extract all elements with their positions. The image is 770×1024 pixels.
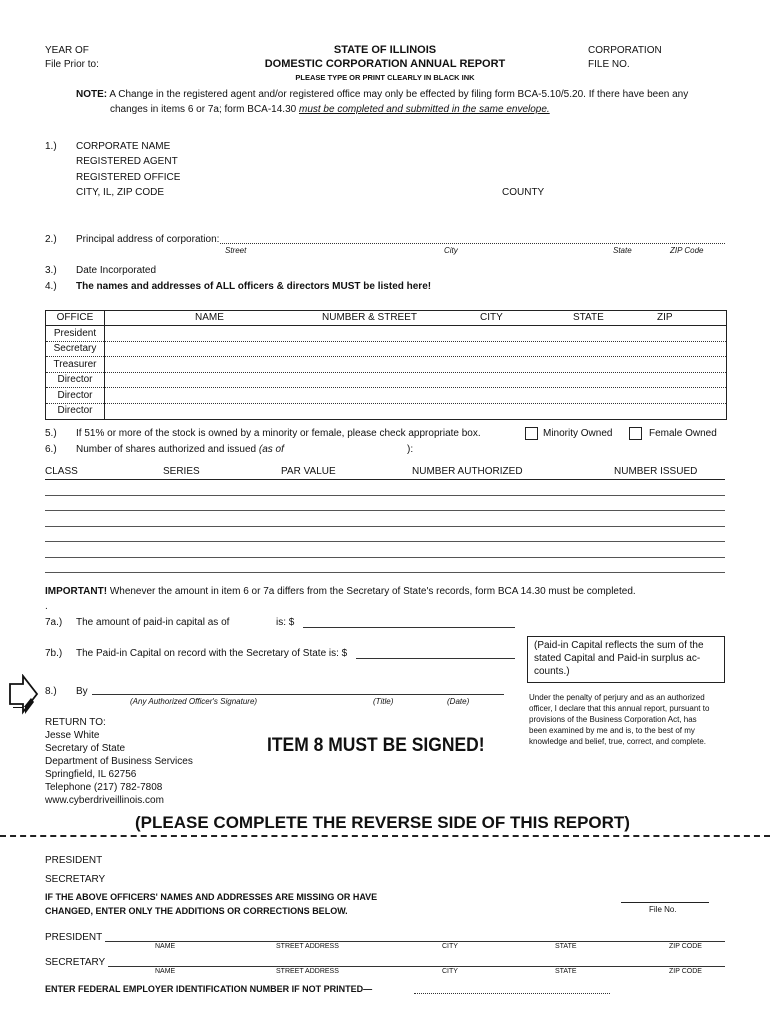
city-zip-label: CITY, IL, ZIP CODE bbox=[76, 187, 164, 198]
registered-agent-label: REGISTERED AGENT bbox=[76, 156, 178, 167]
return-to-label: RETURN TO: bbox=[45, 717, 106, 728]
file-prior-label: File Prior to: bbox=[45, 59, 99, 70]
signature-line[interactable] bbox=[92, 694, 504, 695]
item8-number: 8.) bbox=[45, 686, 57, 697]
officers-header-office: OFFICE bbox=[56, 312, 94, 323]
officer-row-director-1: Director bbox=[57, 374, 93, 385]
shares-label-close: ): bbox=[407, 444, 414, 455]
item3-number: 3.) bbox=[45, 265, 57, 276]
principal-address-label: Principal address of corporation: bbox=[76, 234, 220, 245]
by-label: By bbox=[76, 686, 88, 697]
year-of-label: YEAR OF bbox=[45, 45, 89, 56]
item4-number: 4.) bbox=[45, 281, 57, 292]
correction-president-label: PRESIDENT bbox=[45, 932, 103, 943]
bottom-secretary-label: SECRETARY bbox=[45, 874, 106, 885]
officers-header-zip: ZIP bbox=[657, 312, 673, 323]
important-note: IMPORTANT! Whenever the amount in item 6 or 7a differs from the Secretary of State's records, form BCA 14.30 must be completed. bbox=[45, 586, 636, 597]
paidin-amount-line[interactable] bbox=[303, 627, 515, 628]
correction-secretary-line[interactable] bbox=[108, 966, 725, 967]
minority-female-label: If 51% or more of the stock is owned by a minority or female, please check appropriate box. bbox=[76, 428, 481, 439]
must-be-signed-warning: ITEM 8 MUST BE SIGNED! bbox=[267, 735, 485, 756]
shares-row-line[interactable] bbox=[45, 510, 725, 511]
paidin-record-line[interactable] bbox=[356, 658, 515, 659]
officers-header-state: STATE bbox=[573, 312, 604, 323]
col-zip-2: ZIP CODE bbox=[669, 968, 702, 975]
paidin-record-label: The Paid-in Capital on record with the Secretary of State is: $ bbox=[76, 648, 348, 659]
col-zip-1: ZIP CODE bbox=[669, 943, 702, 950]
state-caption: State bbox=[613, 246, 632, 255]
perjury-statement: Under the penalty of perjury and as an authorized officer, I declare that this annual report, pursuant to provisions of the Business Corporation Act, has been examined by me and is, to the best of my knowledge and belief, true, correct, and complete. bbox=[529, 693, 710, 746]
note-emphasis: must be completed and submitted in the same envelope. bbox=[298, 104, 550, 115]
paidin-note-box: (Paid-in Capital reflects the sum of the stated Capital and Paid-in surplus ac- counts.) bbox=[527, 636, 725, 683]
fein-label: ENTER FEDERAL EMPLOYER IDENTIFICATION NUMBER IF NOT PRINTED— bbox=[45, 984, 373, 994]
file-no-line[interactable] bbox=[621, 902, 709, 903]
registered-office-label: REGISTERED OFFICE bbox=[76, 172, 181, 183]
shares-header-rule bbox=[45, 479, 725, 480]
col-street-2: STREET ADDRESS bbox=[276, 968, 339, 975]
paidin-is-label: is: $ bbox=[276, 617, 295, 628]
website-link[interactable]: www.cyberdriveillinois.com bbox=[45, 795, 164, 806]
bottom-file-no-label: File No. bbox=[649, 905, 677, 914]
officer-row-director-3: Director bbox=[57, 405, 93, 416]
shares-row-line[interactable] bbox=[45, 495, 725, 496]
bottom-president-label: PRESIDENT bbox=[45, 855, 103, 866]
shares-label: Number of shares authorized and issued (as of bbox=[76, 444, 284, 455]
officer-row-treasurer: Treasurer bbox=[53, 359, 97, 370]
shares-header-issued: NUMBER ISSUED bbox=[614, 466, 698, 477]
officers-instruction: The names and addresses of ALL officers & directors MUST be listed here! bbox=[76, 281, 432, 292]
item1-number: 1.) bbox=[45, 141, 57, 152]
city-caption: City bbox=[444, 246, 458, 255]
col-state-2: STATE bbox=[555, 968, 577, 975]
fein-line[interactable] bbox=[414, 993, 610, 994]
note-line-1: NOTE: A Change in the registered agent and/or registered office may only be effected by filing form BCA-5.10/5.20. If there have been any bbox=[76, 89, 689, 100]
cut-line bbox=[0, 835, 770, 837]
pointing-arrow-icon bbox=[7, 674, 39, 716]
shares-header-par: PAR VALUE bbox=[281, 466, 336, 477]
corrections-instruction-1: IF THE ABOVE OFFICERS' NAMES AND ADDRESSES ARE MISSING OR HAVE bbox=[45, 892, 378, 902]
minority-owned-label: Minority Owned bbox=[543, 428, 613, 439]
shares-row-line[interactable] bbox=[45, 526, 725, 527]
minority-owned-checkbox[interactable] bbox=[525, 427, 538, 440]
item5-number: 5.) bbox=[45, 428, 57, 439]
corporation-label: CORPORATION bbox=[588, 45, 662, 56]
col-name-1: NAME bbox=[155, 943, 176, 950]
ink-instruction: PLEASE TYPE OR PRINT CLEARLY IN BLACK INK bbox=[295, 73, 475, 82]
item6-number: 6.) bbox=[45, 444, 57, 455]
principal-address-line[interactable] bbox=[220, 243, 725, 244]
corrections-instruction-2: CHANGED, ENTER ONLY THE ADDITIONS OR CORRECTIONS BELOW. bbox=[45, 906, 348, 916]
shares-row-line[interactable] bbox=[45, 572, 725, 573]
title-caption: (Title) bbox=[373, 697, 394, 706]
officers-header-city: CITY bbox=[480, 312, 503, 323]
note-line-2: changes in items 6 or 7a; form BCA-14.30 must be completed and submitted in the same envelope. bbox=[110, 104, 550, 115]
return-address: RETURN TO: Jesse White Secretary of State Department of Business Services Springfield, IL 62756 Telephone (217) 782-7808 www.cyberdriveillinois.com bbox=[45, 717, 193, 806]
county-label: COUNTY bbox=[502, 187, 545, 198]
date-caption: (Date) bbox=[447, 697, 470, 706]
correction-secretary-label: SECRETARY bbox=[45, 957, 106, 968]
stray-dot: . bbox=[45, 601, 48, 612]
shares-header-class: CLASS bbox=[45, 466, 78, 477]
officers-header-name: NAME bbox=[195, 312, 224, 323]
item2-number: 2.) bbox=[45, 234, 57, 245]
paidin-asof-label: The amount of paid-in capital as of bbox=[76, 617, 230, 628]
state-heading: STATE OF ILLINOIS bbox=[333, 44, 437, 56]
shares-row-line[interactable] bbox=[45, 557, 725, 558]
officer-row-director-2: Director bbox=[57, 390, 93, 401]
col-city-2: CITY bbox=[442, 968, 458, 975]
item7b-number: 7b.) bbox=[45, 648, 63, 659]
street-caption: Street bbox=[225, 246, 247, 255]
note-text-1: A Change in the registered agent and/or registered office may only be effected by filing form BCA-5.10/5.20. If there have been any bbox=[109, 89, 689, 100]
female-owned-checkbox[interactable] bbox=[629, 427, 642, 440]
col-name-2: NAME bbox=[155, 968, 176, 975]
signature-caption: (Any Authorized Officer's Signature) bbox=[130, 697, 258, 706]
col-city-1: CITY bbox=[442, 943, 458, 950]
col-street-1: STREET ADDRESS bbox=[276, 943, 339, 950]
corporate-name-label: CORPORATE NAME bbox=[76, 141, 171, 152]
correction-president-line[interactable] bbox=[105, 941, 725, 942]
file-no-label: FILE NO. bbox=[588, 59, 630, 70]
shares-row-line[interactable] bbox=[45, 541, 725, 542]
officers-table bbox=[45, 310, 727, 420]
zip-caption: ZIP Code bbox=[670, 246, 704, 255]
item7a-number: 7a.) bbox=[45, 617, 63, 628]
officer-row-president: President bbox=[53, 328, 97, 339]
shares-header-series: SERIES bbox=[163, 466, 200, 477]
officers-header-street: NUMBER & STREET bbox=[322, 312, 418, 323]
officer-row-secretary: Secretary bbox=[53, 343, 97, 354]
female-owned-label: Female Owned bbox=[649, 428, 717, 439]
date-incorporated-label: Date Incorporated bbox=[76, 265, 157, 276]
reverse-side-banner: (PLEASE COMPLETE THE REVERSE SIDE OF THIS REPORT) bbox=[95, 813, 670, 833]
shares-header-authorized: NUMBER AUTHORIZED bbox=[412, 466, 523, 477]
col-state-1: STATE bbox=[555, 943, 577, 950]
form-title: DOMESTIC CORPORATION ANNUAL REPORT bbox=[264, 58, 506, 70]
